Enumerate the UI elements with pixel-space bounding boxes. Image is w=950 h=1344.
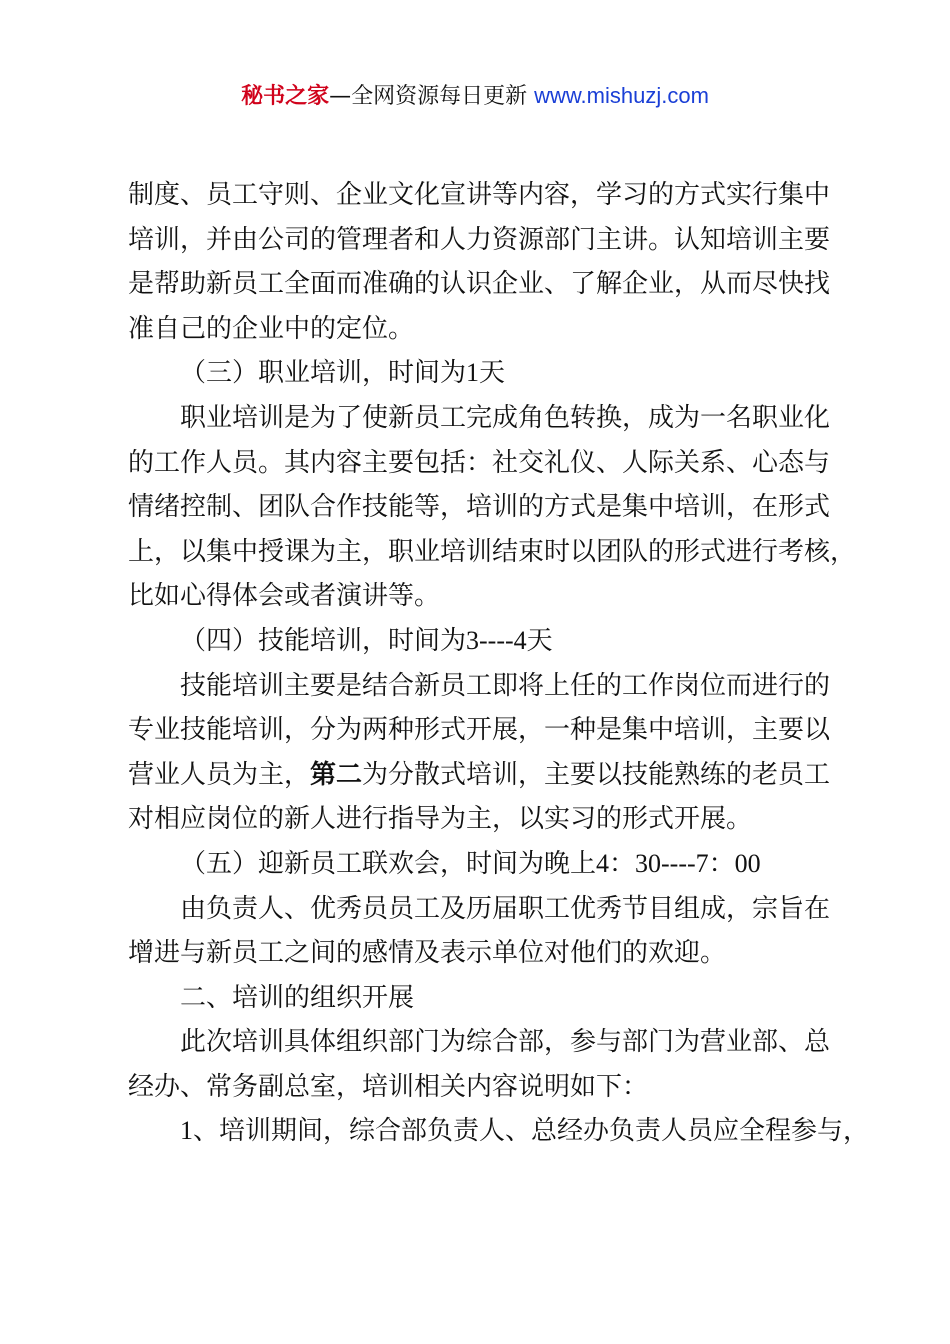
paragraph-line: 经办、常务副总室，培训相关内容说明如下： bbox=[128, 1071, 649, 1102]
paragraph-line: 制度、员工守则、企业文化宣讲等内容，学习的方式实行集中 bbox=[128, 180, 831, 210]
paragraph-line: 增进与新员工之间的感情及表示单位对他们的欢迎。 bbox=[128, 938, 727, 969]
section-heading-4 bbox=[128, 619, 828, 664]
paragraph-line: 是帮助新员工全面而准确的认识企业、了解企业，从而尽快找 bbox=[128, 269, 831, 300]
item-text: 、培训期间，综合部负责人、总经办负责人员应全程参与， bbox=[193, 1116, 870, 1147]
section-title-2: 二、培训的组织开展 bbox=[180, 982, 415, 1013]
site-brand: 秘书之家 bbox=[241, 84, 330, 109]
heading-number: 3----4 bbox=[466, 625, 527, 655]
paragraph-line: 培训，并由公司的管理者和人力资源部门主讲。认知培训主要 bbox=[128, 224, 831, 255]
heading-unit: 天 bbox=[526, 625, 553, 656]
document-body bbox=[128, 173, 870, 1154]
heading-number: 4：30----7：00 bbox=[596, 848, 761, 878]
line-text: 营业人员为主， bbox=[128, 759, 311, 790]
page-header bbox=[0, 80, 950, 113]
site-url[interactable]: www.mishuzj.com bbox=[534, 83, 709, 108]
paragraph-line: 对相应岗位的新人进行指导为主，以实习的形式开展。 bbox=[128, 804, 753, 835]
site-slogan: —全网资源每日更新 bbox=[329, 84, 535, 109]
paragraph-line: 由负责人、优秀员员工及历届职工优秀节目组成，宗旨在 bbox=[180, 893, 831, 924]
paragraph-line: 准自己的企业中的定位。 bbox=[128, 313, 415, 344]
line-text: 为分散式培训，主要以技能熟练的老员工 bbox=[362, 759, 831, 790]
paragraph-line: 比如心得体会或者演讲等。 bbox=[128, 581, 441, 612]
paragraph-line: 专业技能培训，分为两种形式开展，一种是集中培训，主要以 bbox=[128, 715, 831, 746]
heading-number: 1 bbox=[466, 358, 480, 388]
list-item-1 bbox=[128, 1109, 870, 1154]
bold-text: 第二 bbox=[310, 759, 363, 790]
paragraph-line: 上，以集中授课为主，职业培训结束时以团队的形式进行考核， bbox=[128, 536, 857, 567]
section-heading-3 bbox=[128, 351, 828, 396]
section-heading-5 bbox=[128, 842, 828, 887]
paragraph-line: 职业培训是为了使新员工完成角色转换，成为一名职业化 bbox=[180, 402, 831, 433]
heading-text: （三）职业培训，时间为 bbox=[180, 358, 467, 389]
heading-text: （四）技能培训，时间为 bbox=[180, 625, 467, 656]
paragraph-line: 的工作人员。其内容主要包括：社交礼仪、人际关系、心态与 bbox=[128, 447, 831, 478]
heading-text: （五）迎新员工联欢会，时间为晚上 bbox=[180, 848, 597, 879]
paragraph-line: 此次培训具体组织部门为综合部，参与部门为营业部、总 bbox=[180, 1027, 831, 1058]
paragraph-line: 技能培训主要是结合新员工即将上任的工作岗位而进行的 bbox=[180, 670, 831, 701]
item-number: 1 bbox=[180, 1116, 193, 1146]
heading-unit: 天 bbox=[479, 358, 506, 389]
paragraph-line: 情绪控制、团队合作技能等，培训的方式是集中培训，在形式 bbox=[128, 492, 831, 523]
paragraph-line bbox=[128, 753, 831, 798]
